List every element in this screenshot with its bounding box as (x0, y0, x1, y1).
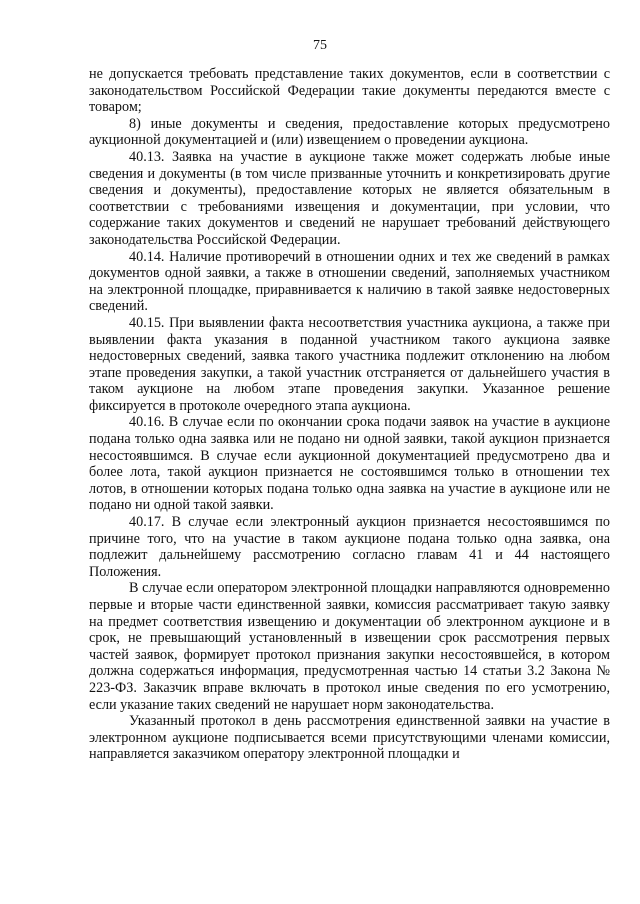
paragraph-protocol: Указанный протокол в день рассмотрения единственной заявки на участие в электронном аукционе подписывается всеми присутствующими членами комиссии, направляется заказчиком оператору электронной площадки и (89, 713, 610, 763)
paragraph-40-17: 40.17. В случае если электронный аукцион признается несостоявшимся по причине того, что на участие в таком аукционе подана только одна заявка, она подлежит дальнейшему рассмотрению согласно главам 41 и 44 настоящего Положения. (89, 514, 610, 580)
paragraph-40-15: 40.15. При выявлении факта несоответствия участника аукциона, а также при выявлении факта указания в поданной участником такого аукциона заявке недостоверных сведений, заявка такого участника подлежит отклонению на любом этапе проведения закупки, а такой участник отстраняется от дальнейшего участия в таком аукционе на любом этапе проведения закупки. Указанное решение фиксируется в протоколе очередного этапа аукциона. (89, 314, 610, 414)
page-body (89, 66, 610, 763)
page-number: 75 (313, 38, 327, 53)
paragraph-40-14: 40.14. Наличие противоречий в отношении одних и тех же сведений в рамках документов одной заявки, а также в отношении сведений, заполняемых участником на электронной площадке, приравнивается к наличию в такой заявке недостоверных сведений. (89, 248, 610, 315)
paragraph-40-13: 40.13. Заявка на участие в аукционе также может содержать любые иные сведения и документы (в том числе призванные уточнить и конкретизировать другие сведения и документы), предоставление которых не является обязательным в соответствии с требованиями извещения и документации, при условии, что содержание таких документов и сведений не нарушает требований действующего законодательства Российской Федерации. (89, 148, 610, 248)
paragraph-continuation: не допускается требовать представление таких документов, если в соответствии с законодательством Российской Федерации такие документы передаются вместе с товаром; (89, 66, 610, 116)
paragraph-40-16: 40.16. В случае если по окончании срока подачи заявок на участие в аукционе подана только одна заявка или не подано ни одной заявки, такой аукцион признается несостоявшимся. В случае если аукционной документацией предусмотрено два и более лота, такой аукцион признается не состоявшимся только в отношении тех лотов, в отношении которых подана только одна заявка на участие в аукционе или не подано ни одной такой заявки. (89, 414, 610, 514)
paragraph-single-application: В случае если оператором электронной площадки направляются одновременно первые и вторые части единственной заявки, комиссия рассматривает такую заявку на предмет соответствия извещению и документации об электронном аукционе и в срок, не превышающий установленный в извещении срок рассмотрения первых частей заявок, формирует протокол признания закупки несостоявшейся, в котором должна содержаться информация, предусмотренная частью 14 статьи 3.2 Закона № 223-ФЗ. Заказчик вправе включать в протокол иные сведения по его усмотрению, если указание таких сведений не нарушает норм законодательства. (89, 580, 610, 713)
paragraph-list-item-8: 8) иные документы и сведения, предоставление которых предусмотрено аукционной документацией и (или) извещением о проведении аукциона. (89, 115, 610, 149)
